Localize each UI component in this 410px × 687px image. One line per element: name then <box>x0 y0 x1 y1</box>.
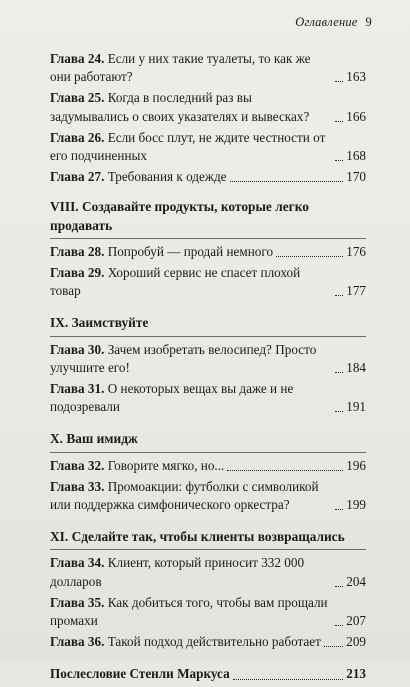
dot-leader <box>335 81 343 82</box>
chapter-number: Глава 27. <box>50 169 105 185</box>
chapter-page: 199 <box>346 497 366 513</box>
chapter-title: Попробуй — продай немного <box>107 243 274 259</box>
afterword-entry <box>50 665 366 683</box>
toc-entry <box>50 168 366 186</box>
chapter-number: Глава 29. <box>50 265 105 281</box>
chapter-page: 177 <box>346 283 366 299</box>
chapter-number: Глава 34. <box>50 555 105 571</box>
toc-entry <box>50 457 366 475</box>
toc-entry <box>50 380 366 416</box>
dot-leader <box>276 256 343 257</box>
chapter-title: Если босс плут, не ждите честности от его подчиненных <box>50 129 326 164</box>
dot-leader <box>227 470 343 471</box>
chapter-page: 207 <box>346 613 366 629</box>
chapter-number: Глава 25. <box>50 90 105 106</box>
chapter-page: 166 <box>346 108 366 124</box>
chapter-number: Глава 30. <box>50 341 105 357</box>
section-heading: VIII. Создавайте продукты, которые легко продавать <box>50 198 366 238</box>
chapter-page: 176 <box>346 243 366 259</box>
chapter-title: Клиент, который приносит 332 000 долларов <box>50 555 305 589</box>
chapter-page: 209 <box>346 634 366 650</box>
chapter-page: 184 <box>346 359 366 375</box>
chapter-title: Зачем изобретать велосипед? Просто улучшите его! <box>50 341 317 375</box>
chapter-title: О некоторых вещах вы даже и не подозревали <box>50 381 294 415</box>
toc-entry <box>50 633 366 651</box>
toc-entry <box>50 89 366 125</box>
dot-leader <box>230 181 344 182</box>
chapter-number: Глава 31. <box>50 381 105 397</box>
chapter-number: Глава 33. <box>50 478 105 494</box>
toc-entry <box>50 243 366 261</box>
running-head-title: Оглавление <box>295 15 358 29</box>
page-number: 9 <box>365 15 372 29</box>
chapter-title: Когда в последний раз вы задумывались о своих указателях и вывесках? <box>50 90 310 124</box>
section-heading: X. Ваш имидж <box>50 430 366 452</box>
afterword-title: Послесловие Стенли Маркуса <box>50 666 230 682</box>
chapter-title: Говорите мягко, но... <box>107 457 225 473</box>
chapter-title: Если у них такие туалеты, то как же они работают? <box>50 51 311 85</box>
toc-entry <box>50 129 366 165</box>
toc-entry <box>50 50 366 86</box>
dot-leader <box>335 295 343 296</box>
dot-leader <box>335 160 343 161</box>
running-head <box>295 15 372 30</box>
toc-entry <box>50 478 366 514</box>
dot-leader <box>335 411 343 412</box>
chapter-number: Глава 26. <box>50 129 105 145</box>
chapter-title: Требования к одежде <box>107 169 227 185</box>
toc-entry <box>50 554 366 590</box>
chapter-title: Промоакции: футболки с символикой или поддержка симфонического оркестра? <box>50 478 319 513</box>
dot-leader <box>233 679 344 680</box>
chapter-page: 204 <box>346 573 366 589</box>
chapter-page: 191 <box>346 399 366 415</box>
chapter-number: Глава 36. <box>50 634 105 650</box>
chapter-page: 170 <box>346 169 366 185</box>
chapter-number: Глава 28. <box>50 243 105 259</box>
dot-leader <box>324 646 343 647</box>
dot-leader <box>335 372 343 373</box>
dot-leader <box>335 121 343 122</box>
section-heading: XI. Сделайте так, чтобы клиенты возвращались <box>50 528 366 550</box>
toc-entry <box>50 341 366 377</box>
toc-entry <box>50 594 366 630</box>
chapter-page: 196 <box>346 457 366 473</box>
dot-leader <box>335 625 343 626</box>
section-heading: IX. Заимствуйте <box>50 314 366 336</box>
dot-leader <box>335 586 343 587</box>
chapter-title: Хороший сервис не спасет плохой товар <box>50 265 301 299</box>
chapter-number: Глава 35. <box>50 594 105 610</box>
chapter-title: Такой подход действительно работает <box>107 634 321 650</box>
afterword-page: 213 <box>346 666 366 682</box>
toc-entry <box>50 264 366 300</box>
table-of-contents <box>50 50 366 687</box>
chapter-title: Как добиться того, чтобы вам прощали промахи <box>50 594 328 629</box>
chapter-page: 163 <box>346 69 366 85</box>
dot-leader <box>335 509 343 510</box>
chapter-page: 168 <box>346 148 366 164</box>
chapter-number: Глава 24. <box>50 51 105 66</box>
chapter-number: Глава 32. <box>50 457 105 473</box>
